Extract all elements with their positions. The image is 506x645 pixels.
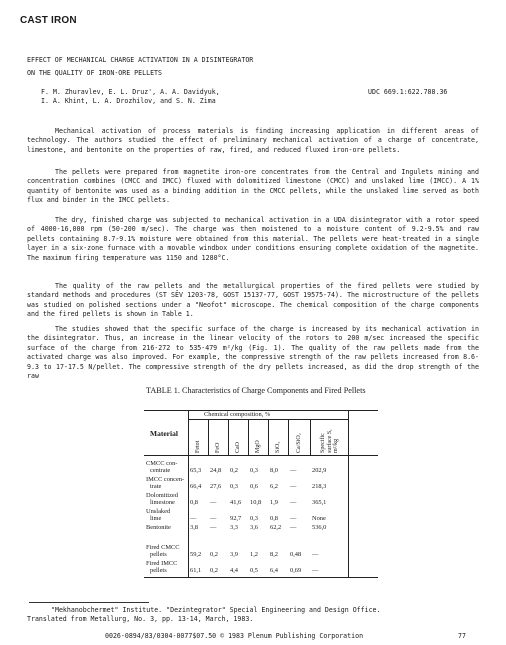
table-cell: 0,3 bbox=[230, 483, 238, 490]
table-cell: 27,6 bbox=[210, 483, 222, 490]
table-cell: 66,4 bbox=[190, 483, 202, 490]
table-cell: 218,3 bbox=[312, 483, 327, 490]
table-cell: 65,3 bbox=[190, 467, 202, 474]
paragraph-text: The quality of the raw pellets and the metallurgical properties of the fired pellets were studied by standard methods and procedures (ST SĒV 1203-78, GOST 15137-77, GOST 19575-74). The microstructure of the pellets was studied on polished sections under a "Neofot" microscope. The chemical composition of the charge components and the fired pellets is shown in Table 1. bbox=[27, 282, 479, 319]
table-cell: 536,0 bbox=[312, 524, 327, 531]
table-column-header: SiO₂ bbox=[275, 441, 281, 453]
table-cell: — bbox=[210, 524, 217, 531]
table-row-label: pellets bbox=[150, 551, 167, 558]
table-cell: — bbox=[290, 499, 297, 506]
table-cell: 0,2 bbox=[210, 551, 218, 558]
table-cell: 0,6 bbox=[250, 483, 258, 490]
table-header-rule bbox=[144, 455, 378, 456]
footnote bbox=[27, 606, 487, 625]
table-row-label: IMCC concen- bbox=[146, 476, 185, 483]
paragraph-5 bbox=[27, 325, 479, 381]
table-cell: 3,6 bbox=[250, 524, 258, 531]
table-col-divider bbox=[310, 419, 311, 455]
table-row-label: Dolomitized bbox=[146, 492, 178, 499]
table-cell: 0,5 bbox=[250, 567, 258, 574]
table-cell: 0,69 bbox=[290, 567, 302, 574]
table-cell: 0,3 bbox=[250, 467, 258, 474]
paragraph-1 bbox=[27, 127, 479, 155]
table-cell: 62,2 bbox=[270, 524, 282, 531]
table-row-label: Bentonite bbox=[146, 524, 171, 531]
table-cell: — bbox=[190, 515, 197, 522]
table-row-label: limestone bbox=[150, 499, 175, 506]
table-col-divider bbox=[268, 419, 269, 455]
table-cell: 202,9 bbox=[312, 467, 327, 474]
article-title-line-2: ON THE QUALITY OF IRON-ORE PELLETS bbox=[27, 69, 162, 77]
table-col-divider bbox=[288, 419, 289, 455]
udc-code: UDC 669.1:622.788.36 bbox=[368, 88, 448, 96]
table-cell: 4,4 bbox=[230, 567, 238, 574]
table-cell: 0,8 bbox=[190, 499, 198, 506]
table-cell: 6,4 bbox=[270, 567, 278, 574]
footnote-line-1: "Mekhanobchermet" Institute. "Dezintegrator" Special Engineering and Design Office. bbox=[51, 606, 381, 614]
paragraph-text: The dry, finished charge was subjected to mechanical activation in a UDA disintegrator with a rotor speed of 4000-16,000 rpm (50-200 m/sec). The charge was then moistened to a moisture content of 9.2-9.5% and raw pellets containing 8.7-9.1% moisture were obtained from this material. The pellets were heat-treated in a single layer in a six-zone furnace with a movable windbox under conditions ensuring complete oxidation of the magnetite. The maximum firing temperature was 1150 and 1280°C. bbox=[27, 216, 479, 262]
table-cell: — bbox=[290, 467, 297, 474]
table-row-label: CMCC con- bbox=[146, 460, 178, 467]
table-cell: — bbox=[312, 567, 319, 574]
table-cell: — bbox=[312, 551, 319, 558]
footnote-line-2: Translated from Metallurg, No. 3, pp. 13-14, March, 1983. bbox=[27, 615, 254, 624]
table-column-header: FeO bbox=[215, 442, 221, 453]
paragraph-4 bbox=[27, 282, 479, 320]
table-cell: 8,2 bbox=[270, 551, 278, 558]
table-column-header: Fetot bbox=[195, 440, 201, 453]
table-column-header: Specific surface S, m²/kg bbox=[320, 429, 339, 453]
table-cell: 8,0 bbox=[270, 467, 278, 474]
table-cell: — bbox=[290, 483, 297, 490]
table-col-divider bbox=[348, 410, 349, 578]
table-cell: 0,8 bbox=[270, 515, 278, 522]
table-cell: 365,1 bbox=[312, 499, 327, 506]
table-bottom-rule bbox=[144, 577, 378, 578]
table-group-header: Chemical composition, % bbox=[204, 411, 271, 418]
table-cell: 3,9 bbox=[230, 551, 238, 558]
paragraph-text: The pellets were prepared from magnetite iron-ore concentrates from the Central and Ingulets mining and concentration combines (CMCC and IMCC) fluxed with dolomitized limestone (CMCC) and unslaked lime (IMCC). A 1% quantity of bentonite was used as a binding addition in the CMCC pellets, while the unslaked lime served as both flux and binder in the IMCC pellets. bbox=[27, 168, 479, 205]
table-cell: — bbox=[210, 515, 217, 522]
table-row-label: centrate bbox=[150, 467, 171, 474]
table-cell: 41,6 bbox=[230, 499, 242, 506]
table-row-label: trate bbox=[150, 483, 162, 490]
table-row-label: lime bbox=[150, 515, 162, 522]
table-cell: 1,9 bbox=[270, 499, 278, 506]
table-cell: None bbox=[312, 515, 326, 522]
table-cell: — bbox=[210, 499, 217, 506]
table-caption: TABLE 1. Characteristics of Charge Components and Fired Pellets bbox=[146, 386, 366, 395]
table-row-label: Fired CMCC bbox=[146, 544, 180, 551]
authors-line-2: I. A. Khint, L. A. Drozhilov, and S. N. Zima bbox=[41, 97, 216, 106]
table-col-material: Material bbox=[150, 429, 178, 438]
paragraph-3 bbox=[27, 216, 479, 263]
table-cell: 0,2 bbox=[230, 467, 238, 474]
table-column-header: MgO bbox=[255, 440, 261, 453]
table-cell: — bbox=[290, 524, 297, 531]
table-cell: — bbox=[290, 515, 297, 522]
footnote-rule bbox=[29, 602, 149, 603]
table-cell: 92,7 bbox=[230, 515, 242, 522]
table-cell: 10,8 bbox=[250, 499, 262, 506]
section-title: CAST IRON bbox=[20, 15, 77, 26]
table-col-divider bbox=[248, 419, 249, 455]
article-title-line-1: EFFECT OF MECHANICAL CHARGE ACTIVATION IN A DISINTEGRATOR bbox=[27, 56, 254, 64]
table-cell: 59,2 bbox=[190, 551, 202, 558]
table-col-divider bbox=[188, 410, 189, 578]
table-cell: 1,2 bbox=[250, 551, 258, 558]
table-cell: 61,1 bbox=[190, 567, 202, 574]
authors-line-1: F. M. Zhuravlev, E. L. Druz', A. A. Davidyuk, bbox=[41, 88, 220, 96]
paragraph-2 bbox=[27, 168, 479, 206]
table-cell: 0,2 bbox=[210, 567, 218, 574]
table-column-header: CaO bbox=[235, 442, 241, 453]
table-cell: 0,48 bbox=[290, 551, 302, 558]
table-column-header: Ca/SiO₂ bbox=[296, 433, 302, 453]
page-footer: 0026-0894/83/0304-0077$07.50 © 1983 Plenum Publishing Corporation bbox=[105, 632, 364, 640]
table-cell: 24,8 bbox=[210, 467, 222, 474]
table-col-divider bbox=[228, 419, 229, 455]
table-cell: 6,2 bbox=[270, 483, 278, 490]
paragraph-text: The studies showed that the specific surface of the charge is increased by its mechanical activation in the disintegrator. Thus, an increase in the linear velocity of the rotors to 200 m/sec increased the specific surface of the charge from 216-272 to 535-479 m²/kg (Fig. 1). The quality of the raw pellets made from the activated charge was also improved. For example, the compressive strength of the raw pellets increased from 8.6-9.3 to 17-17.5 N/pellet. The compressive strength of the dry pellets increased, as did the drop strength of the raw bbox=[27, 325, 479, 381]
table-row-label: pellets bbox=[150, 567, 167, 574]
page-number: 77 bbox=[458, 632, 466, 640]
paragraph-text: Mechanical activation of process materials is finding increasing application in different areas of technology. The authors studied the effect of preliminary mechanical activation of a charge of concentrate, limestone, and bentonite on the properties of raw, fired, and reduced fluxed iron-ore pellets. bbox=[27, 127, 479, 154]
table-row-label: Fired IMCC bbox=[146, 560, 178, 567]
table-cell: 3,3 bbox=[230, 524, 238, 531]
table-cell: 0,3 bbox=[250, 515, 258, 522]
table-cell: 3,8 bbox=[190, 524, 198, 531]
table-col-divider bbox=[208, 419, 209, 455]
table-row-label: Unslaked bbox=[146, 508, 171, 515]
table-1 bbox=[144, 410, 378, 578]
